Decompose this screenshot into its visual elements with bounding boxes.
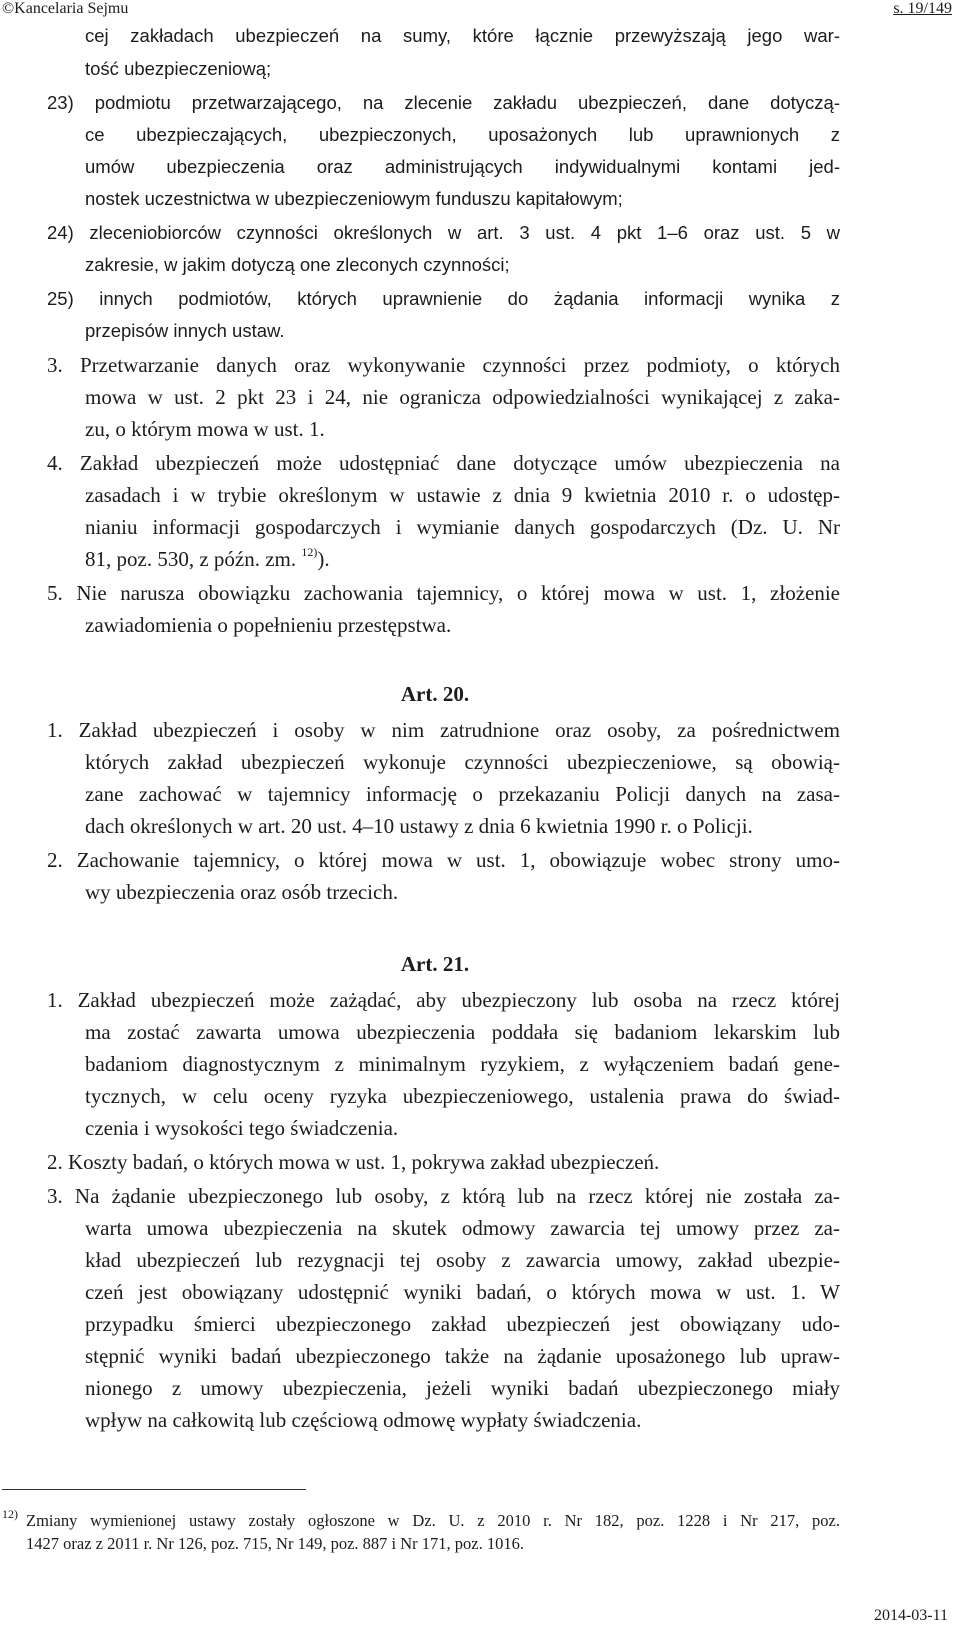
footnote-line: 1427 oraz z 2011 r. Nr 126, poz. 715, Nr 149, poz. 887 i Nr 171, poz. 1016. [26, 1534, 524, 1553]
text-line: 4. Zakład ubezpieczeń może udostępniać dane dotyczące umów ubezpieczenia na [47, 451, 840, 475]
text-line: 1. Zakład ubezpieczeń i osoby w nim zatrudnione oraz osoby, za pośrednictwem [47, 718, 840, 742]
text-line: warta umowa ubezpieczenia na skutek odmowy zawarcia tej umowy przez za- [85, 1216, 840, 1240]
text-line [85, 546, 330, 572]
footnote-line: Zmiany wymienionej ustawy zostały ogłoszone w Dz. U. z 2010 r. Nr 182, poz. 1228 i Nr 217, poz. [26, 1511, 840, 1530]
publisher-label: ©Kancelaria Sejmu [2, 0, 129, 17]
text-line: cej zakładach ubezpieczeń na sumy, które łącznie przewyższają jego war- [85, 25, 840, 46]
text-line: 2. Koszty badań, o których mowa w ust. 1, pokrywa zakład ubezpieczeń. [47, 1150, 660, 1174]
text-line: zu, o którym mowa w ust. 1. [85, 417, 325, 441]
footnote-reference: 12) [301, 545, 318, 559]
text-line: tość ubezpieczeniową; [85, 58, 272, 79]
article-heading: Art. 21. [400, 952, 470, 976]
text-line: mowa w ust. 2 pkt 23 i 24, nie ogranicza odpowiedzialności wynikającej z zaka- [85, 385, 840, 409]
page-number: s. 19/149 [893, 0, 952, 17]
text-line: wpływ na całkowitą lub częściową odmowę wypłaty świadczenia. [85, 1408, 642, 1432]
text-line: nianiu informacji gospodarczych i wymianie danych gospodarczych (Dz. U. Nr [85, 515, 840, 539]
text-line: zakresie, w jakim dotyczą one zleconych czynności; [85, 254, 510, 275]
text-line: nionego z umowy ubezpieczenia, jeżeli wyniki badań ubezpieczonego miały [85, 1376, 840, 1400]
page-header [0, 0, 960, 20]
text-line: przypadku śmierci ubezpieczonego zakład ubezpieczeń jest obowiązany udo- [85, 1312, 840, 1336]
footnote-separator [2, 1489, 306, 1490]
text-line: nostek uczestnictwa w ubezpieczeniowym funduszu kapitałowym; [85, 188, 623, 209]
text-line: czeń jest obowiązany udostępnić wyniki badań, o których mowa w ust. 1. W [85, 1280, 840, 1304]
text-segment: 81, poz. 530, z późn. zm. [85, 547, 297, 571]
text-line: ce ubezpieczających, ubezpieczonych, uposażonych lub uprawnionych z [85, 124, 840, 145]
text-line: 2. Zachowanie tajemnicy, o której mowa w ust. 1, obowiązuje wobec strony umo- [47, 848, 840, 872]
text-line: zasadach i w trybie określonym w ustawie z dnia 9 kwietnia 2010 r. o udostęp- [85, 483, 840, 507]
publication-date: 2014-03-11 [873, 1607, 948, 1624]
text-line: tycznych, w celu oceny ryzyka ubezpieczeniowego, ustalenia prawa do świad- [85, 1084, 840, 1108]
text-line: 1. Zakład ubezpieczeń może zażądać, aby ubezpieczony lub osoba na rzecz której [47, 988, 840, 1012]
text-line: ma zostać zawarta umowa ubezpieczenia poddała się badaniom lekarskim lub [85, 1020, 840, 1044]
text-line: czenia i wysokości tego świadczenia. [85, 1116, 399, 1140]
text-line: zane zachować w tajemnicy informację o przekazaniu Policji danych na zasa- [85, 782, 840, 806]
text-line: 3. Na żądanie ubezpieczonego lub osoby, z którą lub na rzecz której nie została za- [47, 1184, 840, 1208]
text-line: 24) zleceniobiorców czynności określonych w art. 3 ust. 4 pkt 1–6 oraz ust. 5 w [47, 222, 840, 243]
text-line: zawiadomienia o popełnieniu przestępstwa. [85, 613, 452, 637]
text-line: umów ubezpieczenia oraz administrujących indywidualnymi kontami jed- [85, 156, 840, 177]
text-line: których zakład ubezpieczeń wykonuje czynności ubezpieczeniowe, są obowią- [85, 750, 840, 774]
text-line: kład ubezpieczeń lub rezygnacji tej osoby z zawarcia umowy, zakład ubezpie- [85, 1248, 840, 1272]
text-line: przepisów innych ustaw. [85, 320, 285, 341]
text-segment: ). [317, 547, 330, 571]
text-line: wy ubezpieczenia oraz osób trzecich. [85, 880, 399, 904]
article-heading: Art. 20. [400, 682, 470, 706]
text-line: 5. Nie narusza obowiązku zachowania tajemnicy, o której mowa w ust. 1, złożenie [47, 581, 840, 605]
text-line: 25) innych podmiotów, których uprawnienie do żądania informacji wynika z [47, 288, 840, 309]
text-line: 3. Przetwarzanie danych oraz wykonywanie czynności przez podmioty, o których [47, 353, 840, 377]
footnote-marker: 12) [2, 1507, 18, 1521]
text-line: stępnić wyniki badań ubezpieczonego także na żądanie uposażonego lub upraw- [85, 1344, 840, 1368]
text-line: dach określonych w art. 20 ust. 4–10 ustawy z dnia 6 kwietnia 1990 r. o Policji. [85, 814, 753, 838]
text-line: 23) podmiotu przetwarzającego, na zlecenie zakładu ubezpieczeń, dane dotyczą- [47, 92, 840, 113]
text-line: badaniom diagnostycznym z minimalnym ryzykiem, z wyłączeniem badań gene- [85, 1052, 840, 1076]
